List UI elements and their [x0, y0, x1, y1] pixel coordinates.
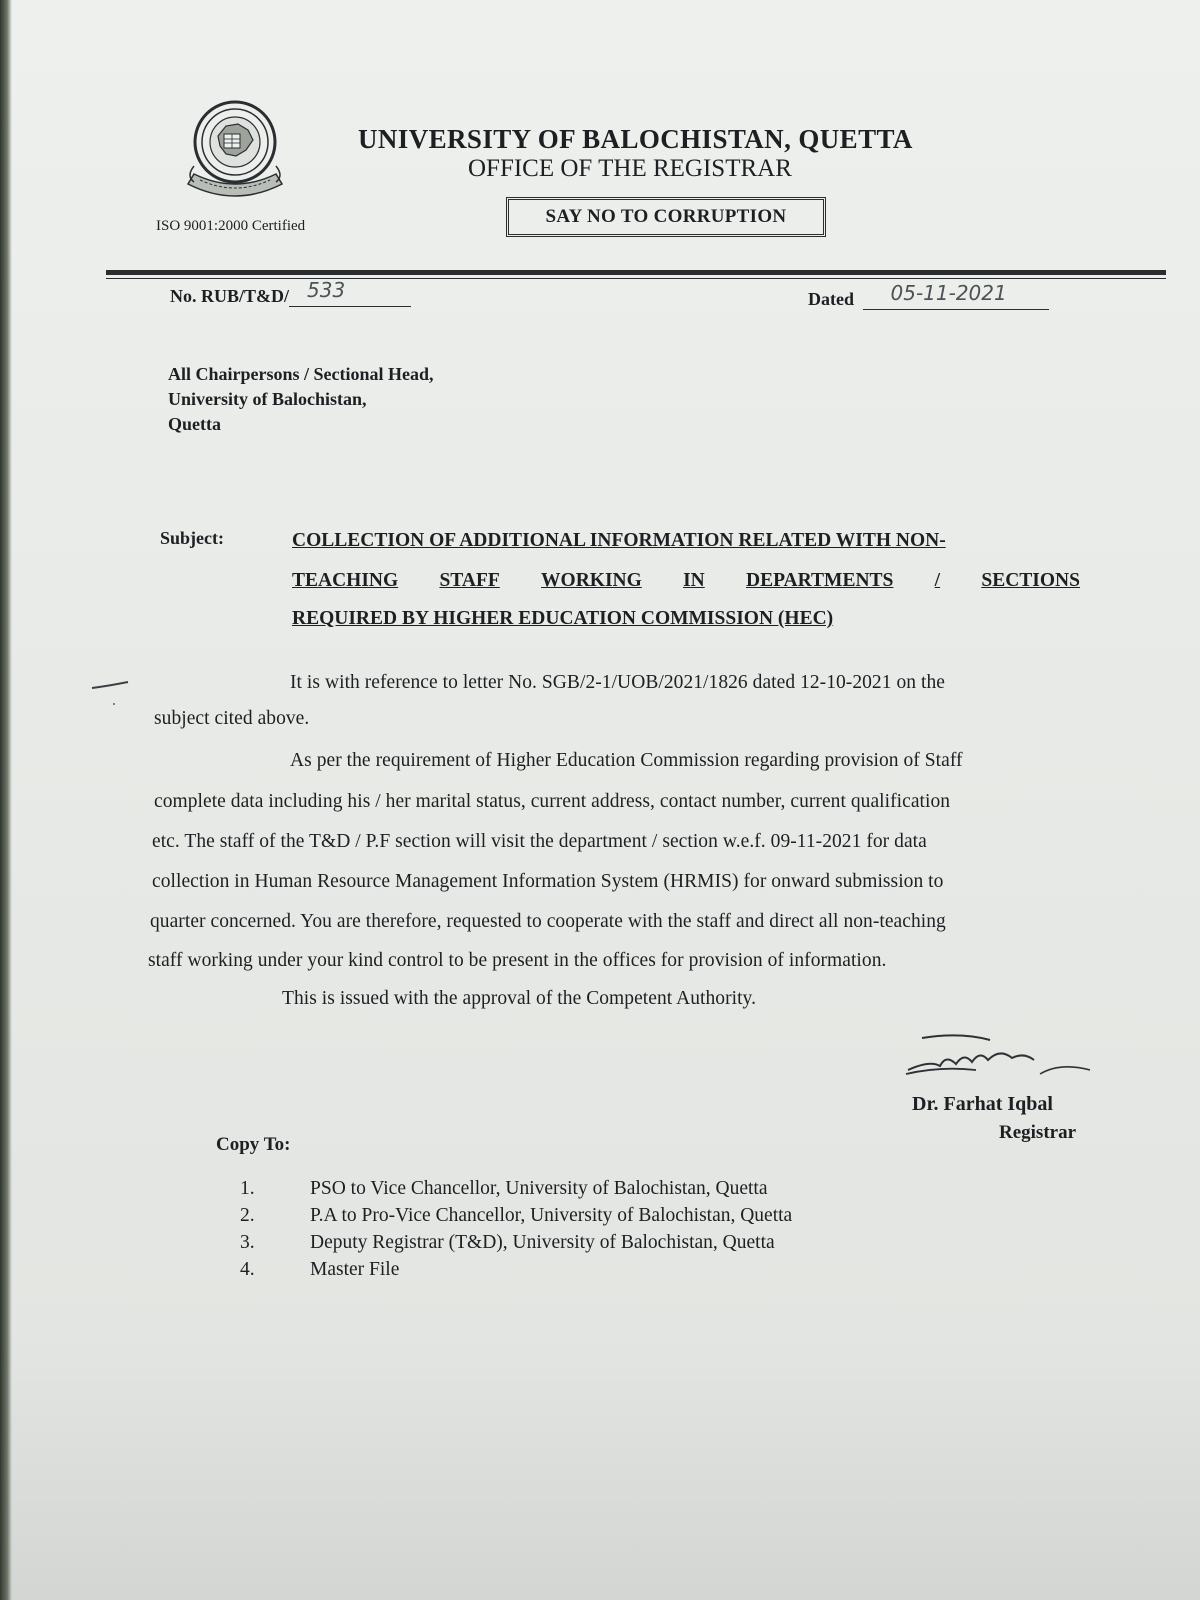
page-bottom-shadow	[0, 1340, 1200, 1600]
office-name: OFFICE OF THE REGISTRAR	[468, 155, 792, 182]
header-divider-thin	[106, 278, 1166, 279]
copy-to-label: Copy To:	[216, 1134, 291, 1155]
reference-number	[170, 278, 411, 307]
reference-label: No. RUB/T&D/	[170, 286, 290, 306]
copy-to-number: 2.	[240, 1205, 255, 1226]
copy-to-text: Deputy Registrar (T&D), University of Balochistan, Quetta	[310, 1232, 775, 1253]
copy-to-number: 1.	[240, 1178, 255, 1199]
addressee-line: University of Balochistan,	[168, 389, 367, 409]
copy-to-item	[240, 1259, 399, 1281]
handwritten-signature-icon	[900, 1030, 1100, 1100]
slogan-text: SAY NO TO CORRUPTION	[545, 206, 787, 227]
copy-to-item	[240, 1232, 775, 1254]
subject-word: WORKING	[541, 570, 642, 591]
subject-word: IN	[683, 570, 705, 591]
subject-line	[292, 570, 1080, 592]
university-seal-icon	[180, 96, 290, 206]
copy-to-text: PSO to Vice Chancellor, University of Balochistan, Quetta	[310, 1178, 768, 1199]
subject-word: TEACHING	[292, 570, 399, 591]
subject-word: /	[934, 570, 941, 591]
addressee-line: All Chairpersons / Sectional Head,	[168, 364, 434, 384]
copy-to-text: Master File	[310, 1259, 400, 1280]
body-line: etc. The staff of the T&D / P.F section will visit the department / section w.e.f. 09-11-2021 for data	[152, 831, 927, 852]
pen-margin-mark-icon	[88, 676, 138, 706]
body-line: It is with reference to letter No. SGB/2-1/UOB/2021/1826 dated 12-10-2021 on the	[290, 672, 945, 693]
body-line: quarter concerned. You are therefore, requested to cooperate with the staff and direct all non-teaching	[150, 911, 946, 932]
copy-to-number: 4.	[240, 1259, 255, 1280]
subject-line: COLLECTION OF ADDITIONAL INFORMATION RELATED WITH NON-	[292, 530, 946, 551]
body-line: As per the requirement of Higher Education Commission regarding provision of Staff	[290, 750, 963, 771]
date-line	[808, 281, 1049, 310]
date-label: Dated	[808, 289, 854, 309]
copy-to-item	[240, 1205, 792, 1227]
body-line: subject cited above.	[154, 708, 310, 729]
subject-word: STAFF	[439, 570, 500, 591]
copy-to-text: P.A to Pro-Vice Chancellor, University of Balochistan, Quetta	[310, 1205, 793, 1226]
university-name: UNIVERSITY OF BALOCHISTAN, QUETTA	[358, 124, 913, 154]
iso-certification: ISO 9001:2000 Certified	[156, 218, 306, 234]
body-line: staff working under your kind control to be present in the offices for provision of information.	[148, 950, 887, 971]
header-divider	[106, 270, 1166, 275]
body-line: collection in Human Resource Management Information System (HRMIS) for onward submission to	[152, 871, 944, 892]
subject-word: DEPARTMENTS	[746, 570, 894, 591]
date-handwritten-value: 05-11-2021	[890, 281, 1007, 305]
subject-line: REQUIRED BY HIGHER EDUCATION COMMISSION (HEC)	[292, 608, 834, 629]
body-line: complete data including his / her marital status, current address, contact number, current qualification	[154, 791, 951, 812]
date-blank	[863, 281, 1049, 310]
subject-label: Subject:	[160, 528, 224, 548]
subject-word: SECTIONS	[981, 570, 1080, 591]
addressee-line: Quetta	[168, 414, 221, 434]
slogan-box	[506, 197, 826, 237]
addressee-block	[168, 362, 434, 437]
signatory-name: Dr. Farhat Iqbal	[912, 1093, 1053, 1115]
reference-handwritten-number: 533	[307, 278, 346, 302]
copy-to-number: 3.	[240, 1232, 255, 1253]
copy-to-item	[240, 1178, 767, 1200]
approval-line: This is issued with the approval of the Competent Authority.	[282, 988, 757, 1009]
reference-blank	[289, 278, 411, 307]
signatory-title: Registrar	[999, 1122, 1077, 1143]
